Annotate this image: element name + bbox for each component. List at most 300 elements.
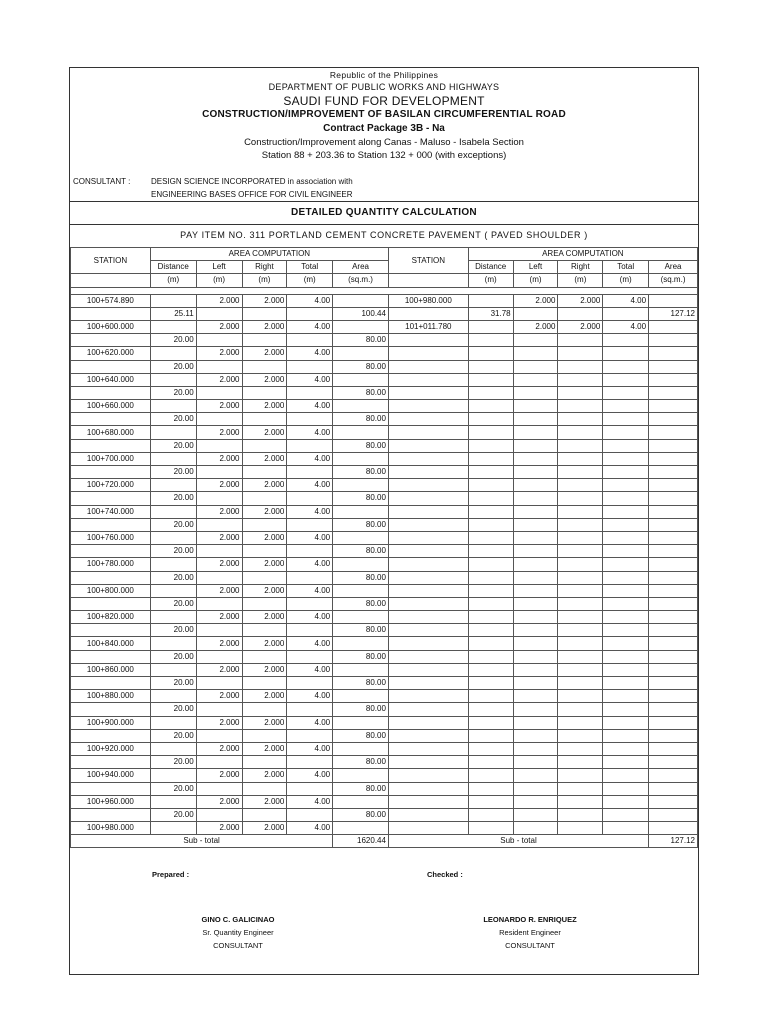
table-cell — [150, 347, 196, 360]
table-row — [71, 492, 698, 505]
table-cell — [388, 663, 468, 676]
spacer-row — [71, 287, 698, 294]
table-cell — [242, 756, 287, 769]
table-cell — [558, 452, 603, 465]
table-row — [71, 597, 698, 610]
table-cell — [558, 334, 603, 347]
table-cell — [603, 479, 649, 492]
table-cell — [287, 334, 333, 347]
table-cell — [468, 703, 513, 716]
table-cell — [649, 611, 698, 624]
table-cell: 80.00 — [333, 808, 389, 821]
table-cell — [513, 808, 558, 821]
table-cell — [242, 307, 287, 320]
table-cell: 20.00 — [150, 624, 196, 637]
table-row — [71, 439, 698, 452]
table-cell — [649, 677, 698, 690]
table-cell — [242, 782, 287, 795]
table-cell — [558, 347, 603, 360]
table-cell — [150, 584, 196, 597]
table-cell: 100+880.000 — [71, 690, 151, 703]
table-cell — [513, 479, 558, 492]
table-cell — [388, 584, 468, 597]
table-cell — [603, 558, 649, 571]
table-row — [71, 690, 698, 703]
table-cell — [468, 545, 513, 558]
prepared-name: GINO C. GALICINAO — [201, 915, 275, 924]
table-cell — [513, 439, 558, 452]
contract-package: Contract Package 3B - Na — [323, 123, 445, 134]
table-cell — [558, 571, 603, 584]
table-cell — [71, 439, 151, 452]
table-cell: 4.00 — [287, 373, 333, 386]
table-cell — [287, 492, 333, 505]
table-cell — [388, 624, 468, 637]
table-cell — [603, 439, 649, 452]
table-cell — [71, 677, 151, 690]
table-cell: 4.00 — [603, 294, 649, 307]
table-row — [71, 307, 698, 320]
table-cell — [333, 426, 389, 439]
table-cell — [603, 729, 649, 742]
table-row — [71, 347, 698, 360]
prepared-org: CONSULTANT — [213, 941, 263, 950]
table-cell: 2.000 — [196, 690, 242, 703]
table-cell — [513, 360, 558, 373]
table-cell — [388, 347, 468, 360]
table-row — [71, 320, 698, 333]
table-cell — [649, 294, 698, 307]
unit-cell: (m) — [242, 274, 287, 287]
table-cell — [150, 426, 196, 439]
table-cell — [558, 742, 603, 755]
table-cell — [649, 597, 698, 610]
consultant-label: CONSULTANT : — [73, 177, 131, 186]
table-cell — [388, 729, 468, 742]
table-cell — [468, 782, 513, 795]
table-cell — [558, 663, 603, 676]
table-cell: 80.00 — [333, 545, 389, 558]
table-cell — [242, 597, 287, 610]
table-cell — [468, 386, 513, 399]
table-cell — [333, 558, 389, 571]
table-cell: 20.00 — [150, 334, 196, 347]
table-cell — [558, 611, 603, 624]
table-cell: 80.00 — [333, 703, 389, 716]
table-cell: 80.00 — [333, 650, 389, 663]
table-cell — [388, 452, 468, 465]
table-cell — [196, 545, 242, 558]
table-cell — [649, 347, 698, 360]
table-cell — [196, 782, 242, 795]
table-cell — [242, 518, 287, 531]
unit-cell: (sq.m.) — [333, 274, 389, 287]
table-cell — [649, 795, 698, 808]
table-cell — [150, 637, 196, 650]
table-cell — [388, 386, 468, 399]
table-cell — [150, 663, 196, 676]
table-cell — [603, 782, 649, 795]
table-cell — [513, 769, 558, 782]
table-cell — [649, 545, 698, 558]
table-cell: 100+840.000 — [71, 637, 151, 650]
table-cell: 100+820.000 — [71, 611, 151, 624]
table-cell — [333, 611, 389, 624]
table-cell — [287, 413, 333, 426]
table-cell: 4.00 — [287, 531, 333, 544]
table-cell — [333, 294, 389, 307]
table-cell: 4.00 — [287, 479, 333, 492]
table-cell — [513, 822, 558, 835]
checked-title: Resident Engineer — [499, 928, 561, 937]
table-cell: 2.000 — [558, 320, 603, 333]
table-cell — [388, 822, 468, 835]
table-cell — [242, 624, 287, 637]
table-cell — [468, 729, 513, 742]
divider — [70, 224, 698, 225]
table-row — [71, 373, 698, 386]
table-cell: 100+780.000 — [71, 558, 151, 571]
unit-blank — [71, 274, 151, 287]
table-cell — [513, 756, 558, 769]
table-cell: 80.00 — [333, 466, 389, 479]
table-cell — [603, 822, 649, 835]
table-cell: 20.00 — [150, 360, 196, 373]
table-cell — [603, 373, 649, 386]
table-cell — [388, 413, 468, 426]
table-cell — [468, 413, 513, 426]
table-row — [71, 663, 698, 676]
unit-cell: (sq.m.) — [649, 274, 698, 287]
table-row — [71, 294, 698, 307]
table-cell — [513, 452, 558, 465]
table-row — [71, 413, 698, 426]
table-cell — [649, 334, 698, 347]
table-cell — [333, 795, 389, 808]
table-cell — [388, 808, 468, 821]
table-cell — [242, 650, 287, 663]
table-cell — [150, 822, 196, 835]
table-cell — [242, 677, 287, 690]
table-cell — [71, 782, 151, 795]
table-cell: 100+720.000 — [71, 479, 151, 492]
table-cell: 20.00 — [150, 386, 196, 399]
table-cell — [513, 373, 558, 386]
table-cell — [287, 703, 333, 716]
table-cell: 2.000 — [196, 822, 242, 835]
table-cell — [603, 650, 649, 663]
table-cell — [150, 479, 196, 492]
table-cell: 100+980.000 — [71, 822, 151, 835]
table-cell — [649, 729, 698, 742]
col-header-distance: Distance — [468, 261, 513, 274]
table-cell — [333, 531, 389, 544]
station-header: STATION — [388, 248, 468, 274]
table-cell — [388, 373, 468, 386]
table-cell — [388, 690, 468, 703]
table-cell: 20.00 — [150, 677, 196, 690]
table-cell: 2.000 — [242, 637, 287, 650]
table-cell — [468, 492, 513, 505]
col-header-right: Right — [242, 261, 287, 274]
table-cell: 2.000 — [242, 584, 287, 597]
table-cell — [649, 492, 698, 505]
table-cell — [71, 729, 151, 742]
table-cell: 2.000 — [196, 531, 242, 544]
table-cell — [513, 716, 558, 729]
table-cell — [71, 756, 151, 769]
table-cell: 31.78 — [468, 307, 513, 320]
table-row — [71, 822, 698, 835]
table-cell — [513, 558, 558, 571]
page-title: DETAILED QUANTITY CALCULATION — [291, 207, 477, 218]
table-cell: 20.00 — [150, 729, 196, 742]
table-row — [71, 782, 698, 795]
table-cell: 80.00 — [333, 386, 389, 399]
table-cell: 101+011.780 — [388, 320, 468, 333]
table-cell — [71, 413, 151, 426]
table-cell — [558, 360, 603, 373]
table-cell — [388, 466, 468, 479]
table-cell — [513, 663, 558, 676]
table-cell — [558, 426, 603, 439]
table-cell — [649, 782, 698, 795]
table-cell — [513, 400, 558, 413]
col-header-left: Left — [196, 261, 242, 274]
table-cell: 2.000 — [196, 505, 242, 518]
unit-cell: (m) — [468, 274, 513, 287]
col-header-total: Total — [287, 261, 333, 274]
table-cell — [287, 571, 333, 584]
table-cell: 80.00 — [333, 571, 389, 584]
table-row — [71, 505, 698, 518]
table-cell — [333, 479, 389, 492]
checked-label: Checked : — [427, 870, 463, 879]
table-cell: 20.00 — [150, 782, 196, 795]
table-cell — [287, 782, 333, 795]
table-cell: 80.00 — [333, 413, 389, 426]
table-cell: 100+860.000 — [71, 663, 151, 676]
table-cell — [558, 624, 603, 637]
table-row — [71, 571, 698, 584]
table-row — [71, 650, 698, 663]
table-cell — [558, 584, 603, 597]
table-cell: 100+740.000 — [71, 505, 151, 518]
table-cell — [196, 386, 242, 399]
table-cell — [513, 729, 558, 742]
table-cell: 20.00 — [150, 518, 196, 531]
table-cell — [603, 703, 649, 716]
table-cell — [513, 650, 558, 663]
unit-blank — [388, 274, 468, 287]
table-cell — [287, 466, 333, 479]
table-cell — [196, 808, 242, 821]
table-cell: 127.12 — [649, 307, 698, 320]
table-cell: 4.00 — [287, 584, 333, 597]
table-cell — [242, 545, 287, 558]
table-cell — [388, 360, 468, 373]
col-header-area: Area — [333, 261, 389, 274]
table-cell — [513, 795, 558, 808]
table-cell: 20.00 — [150, 808, 196, 821]
table-cell — [388, 677, 468, 690]
divider — [70, 201, 698, 202]
table-cell: 2.000 — [242, 426, 287, 439]
station-header: STATION — [71, 248, 151, 274]
table-cell — [287, 650, 333, 663]
table-cell: 100+800.000 — [71, 584, 151, 597]
table-cell — [603, 663, 649, 676]
table-cell — [558, 439, 603, 452]
table-cell — [603, 584, 649, 597]
table-cell — [242, 571, 287, 584]
table-cell: 2.000 — [196, 479, 242, 492]
table-cell — [468, 808, 513, 821]
table-cell: 4.00 — [287, 690, 333, 703]
subtotal-label: Sub - total — [71, 835, 333, 848]
table-cell — [196, 729, 242, 742]
table-cell — [388, 637, 468, 650]
table-cell — [71, 597, 151, 610]
table-cell — [150, 690, 196, 703]
table-cell — [649, 439, 698, 452]
table-cell: 2.000 — [513, 294, 558, 307]
table-cell — [649, 479, 698, 492]
table-cell — [287, 439, 333, 452]
table-cell — [388, 518, 468, 531]
table-cell — [150, 611, 196, 624]
col-header-total: Total — [603, 261, 649, 274]
table-cell: 100+660.000 — [71, 400, 151, 413]
table-row — [71, 742, 698, 755]
table-cell: 80.00 — [333, 756, 389, 769]
table-cell — [150, 452, 196, 465]
table-cell — [558, 545, 603, 558]
table-row — [71, 729, 698, 742]
table-cell: 4.00 — [287, 742, 333, 755]
area-computation-header: AREA COMPUTATION — [150, 248, 388, 261]
table-cell — [513, 518, 558, 531]
table-cell: 2.000 — [242, 611, 287, 624]
table-cell — [287, 518, 333, 531]
table-cell — [558, 729, 603, 742]
table-cell — [603, 756, 649, 769]
table-cell — [558, 373, 603, 386]
table-cell — [558, 505, 603, 518]
table-cell — [513, 531, 558, 544]
table-cell — [388, 400, 468, 413]
table-cell — [468, 347, 513, 360]
table-cell — [649, 663, 698, 676]
table-cell: 2.000 — [196, 637, 242, 650]
table-cell — [603, 426, 649, 439]
table-cell — [468, 597, 513, 610]
table-cell — [468, 531, 513, 544]
table-cell — [513, 677, 558, 690]
table-cell — [649, 584, 698, 597]
table-cell — [388, 769, 468, 782]
table-cell: 100+700.000 — [71, 452, 151, 465]
table-cell — [468, 677, 513, 690]
table-cell: 4.00 — [287, 558, 333, 571]
subtotal-right: 127.12 — [649, 835, 698, 848]
table-cell: 4.00 — [287, 769, 333, 782]
table-cell: 2.000 — [242, 479, 287, 492]
table-cell — [649, 531, 698, 544]
table-cell — [388, 492, 468, 505]
table-cell: 4.00 — [287, 611, 333, 624]
table-row — [71, 558, 698, 571]
table-cell — [603, 597, 649, 610]
station-range: Station 88 + 203.36 to Station 132 + 000 (with exceptions) — [261, 150, 507, 161]
table-cell: 2.000 — [513, 320, 558, 333]
section-line: Construction/Improvement along Canas - Maluso - Isabela Section — [244, 137, 524, 148]
table-cell — [603, 690, 649, 703]
table-cell — [333, 769, 389, 782]
table-cell — [558, 808, 603, 821]
table-cell — [513, 492, 558, 505]
table-cell: 4.00 — [287, 294, 333, 307]
table-cell — [388, 782, 468, 795]
table-cell: 2.000 — [242, 769, 287, 782]
table-cell — [196, 492, 242, 505]
table-row — [71, 360, 698, 373]
table-cell: 2.000 — [196, 373, 242, 386]
table-cell: 4.00 — [287, 795, 333, 808]
table-cell: 4.00 — [287, 663, 333, 676]
unit-cell: (m) — [287, 274, 333, 287]
table-cell — [468, 505, 513, 518]
prepared-signature-block — [168, 915, 308, 950]
department-line: DEPARTMENT OF PUBLIC WORKS AND HIGHWAYS — [268, 82, 500, 92]
table-cell — [196, 466, 242, 479]
table-cell: 20.00 — [150, 597, 196, 610]
table-cell — [649, 808, 698, 821]
table-row — [71, 466, 698, 479]
table-cell — [388, 571, 468, 584]
table-cell: 4.00 — [287, 426, 333, 439]
table-cell — [196, 571, 242, 584]
table-cell — [558, 795, 603, 808]
table-cell — [196, 677, 242, 690]
table-cell — [150, 716, 196, 729]
table-cell — [603, 624, 649, 637]
table-cell: 2.000 — [196, 452, 242, 465]
table-cell — [468, 320, 513, 333]
table-cell — [603, 808, 649, 821]
table-cell — [558, 677, 603, 690]
table-cell — [388, 505, 468, 518]
table-cell — [333, 505, 389, 518]
table-cell: 2.000 — [242, 400, 287, 413]
table-row — [71, 624, 698, 637]
table-cell — [150, 742, 196, 755]
table-cell — [649, 320, 698, 333]
table-cell — [603, 795, 649, 808]
checked-name: LEONARDO R. ENRIQUEZ — [483, 915, 577, 924]
table-cell: 80.00 — [333, 597, 389, 610]
table-cell — [287, 677, 333, 690]
table-cell: 100+900.000 — [71, 716, 151, 729]
table-cell — [603, 531, 649, 544]
quantity-sheet — [69, 67, 699, 975]
table-cell: 4.00 — [603, 320, 649, 333]
table-cell: 2.000 — [196, 584, 242, 597]
table-cell — [468, 466, 513, 479]
table-cell — [513, 347, 558, 360]
table-cell: 4.00 — [287, 400, 333, 413]
table-cell — [649, 426, 698, 439]
